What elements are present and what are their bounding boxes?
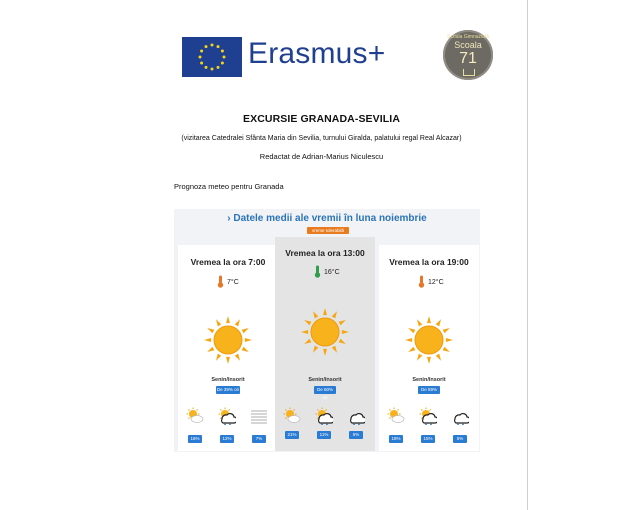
seal-top-text: Școala Gimnazială — [447, 34, 489, 40]
sun-cloud-rain-icon — [315, 407, 333, 425]
sun-cloud-icon — [283, 407, 301, 425]
book-icon — [463, 69, 475, 76]
card-condition: Senin/însorit — [308, 377, 342, 383]
card-temperature: 16°C — [324, 269, 340, 276]
card-temperature: 12°C — [428, 279, 444, 286]
card-chance-badge: De 39% ori — [216, 387, 240, 392]
card-condition: Senin/însorit — [211, 377, 245, 383]
mini-percent-badge: 15% — [421, 435, 435, 443]
cloud-rain-icon — [451, 407, 469, 425]
cloud-rain-icon — [347, 407, 365, 425]
weather-title: › Datele medii ale vremii în luna noiembrie — [227, 213, 427, 224]
mini-percent-badge: 18% — [389, 435, 403, 443]
sun-cloud-icon — [186, 407, 204, 425]
sun-icon — [404, 315, 454, 365]
mini-percent-badge: 5% — [453, 435, 467, 443]
forecast-label: Prognoza meteo pentru Granada — [174, 182, 284, 191]
erasmus-logo-text: Erasmus+ — [248, 37, 386, 70]
mini-percent-badge: 11% — [317, 431, 331, 439]
mini-percent-badge: 5% — [349, 431, 363, 439]
fog-icon — [250, 407, 268, 425]
seal-school-number: 71 — [459, 50, 477, 67]
mini-percent-badge: 7% — [252, 435, 266, 443]
weather-card-noon — [275, 237, 375, 451]
eu-flag-icon — [182, 37, 242, 77]
thermometer-icon — [314, 265, 321, 278]
sun-icon — [203, 315, 253, 365]
document-author: Redactat de Adrian-Marius Niculescu — [259, 152, 384, 161]
seal-school-name: Scoala — [454, 40, 482, 50]
header-logos — [182, 34, 512, 88]
mini-percent-badge: 12% — [220, 435, 234, 443]
sun-cloud-icon — [387, 407, 405, 425]
sun-cloud-rain-icon — [419, 407, 437, 425]
document-subtitle: (vizitarea Catedralei Sfânta Maria din Sevilia, turnului Giralda, palatului regal Real Alcazar) — [181, 135, 462, 142]
card-time-label: Vremea la ora 19:00 — [389, 257, 469, 267]
card-chance-badge: De 59% ori — [418, 386, 440, 394]
school-seal — [443, 30, 493, 80]
weather-tag-badge: vreme tolerabilă — [307, 227, 349, 234]
thermometer-icon — [217, 275, 224, 288]
weather-card-evening — [379, 245, 479, 451]
card-condition: Senin/însorit — [412, 377, 446, 383]
document-title: EXCURSIE GRANADA-SEVILIA — [243, 113, 400, 125]
weather-panel — [174, 209, 480, 452]
card-time-label: Vremea la ora 13:00 — [285, 248, 365, 258]
weather-card-morning — [178, 245, 278, 451]
sun-cloud-rain-icon — [218, 407, 236, 425]
mini-percent-badge: 21% — [285, 431, 299, 439]
card-chance-badge: De 60% ori — [314, 386, 336, 394]
mini-percent-badge: 16% — [188, 435, 202, 443]
sun-icon — [300, 307, 350, 357]
card-time-label: Vremea la ora 7:00 — [190, 257, 266, 267]
card-temperature: 7°C — [227, 279, 239, 286]
thermometer-icon — [418, 275, 425, 288]
